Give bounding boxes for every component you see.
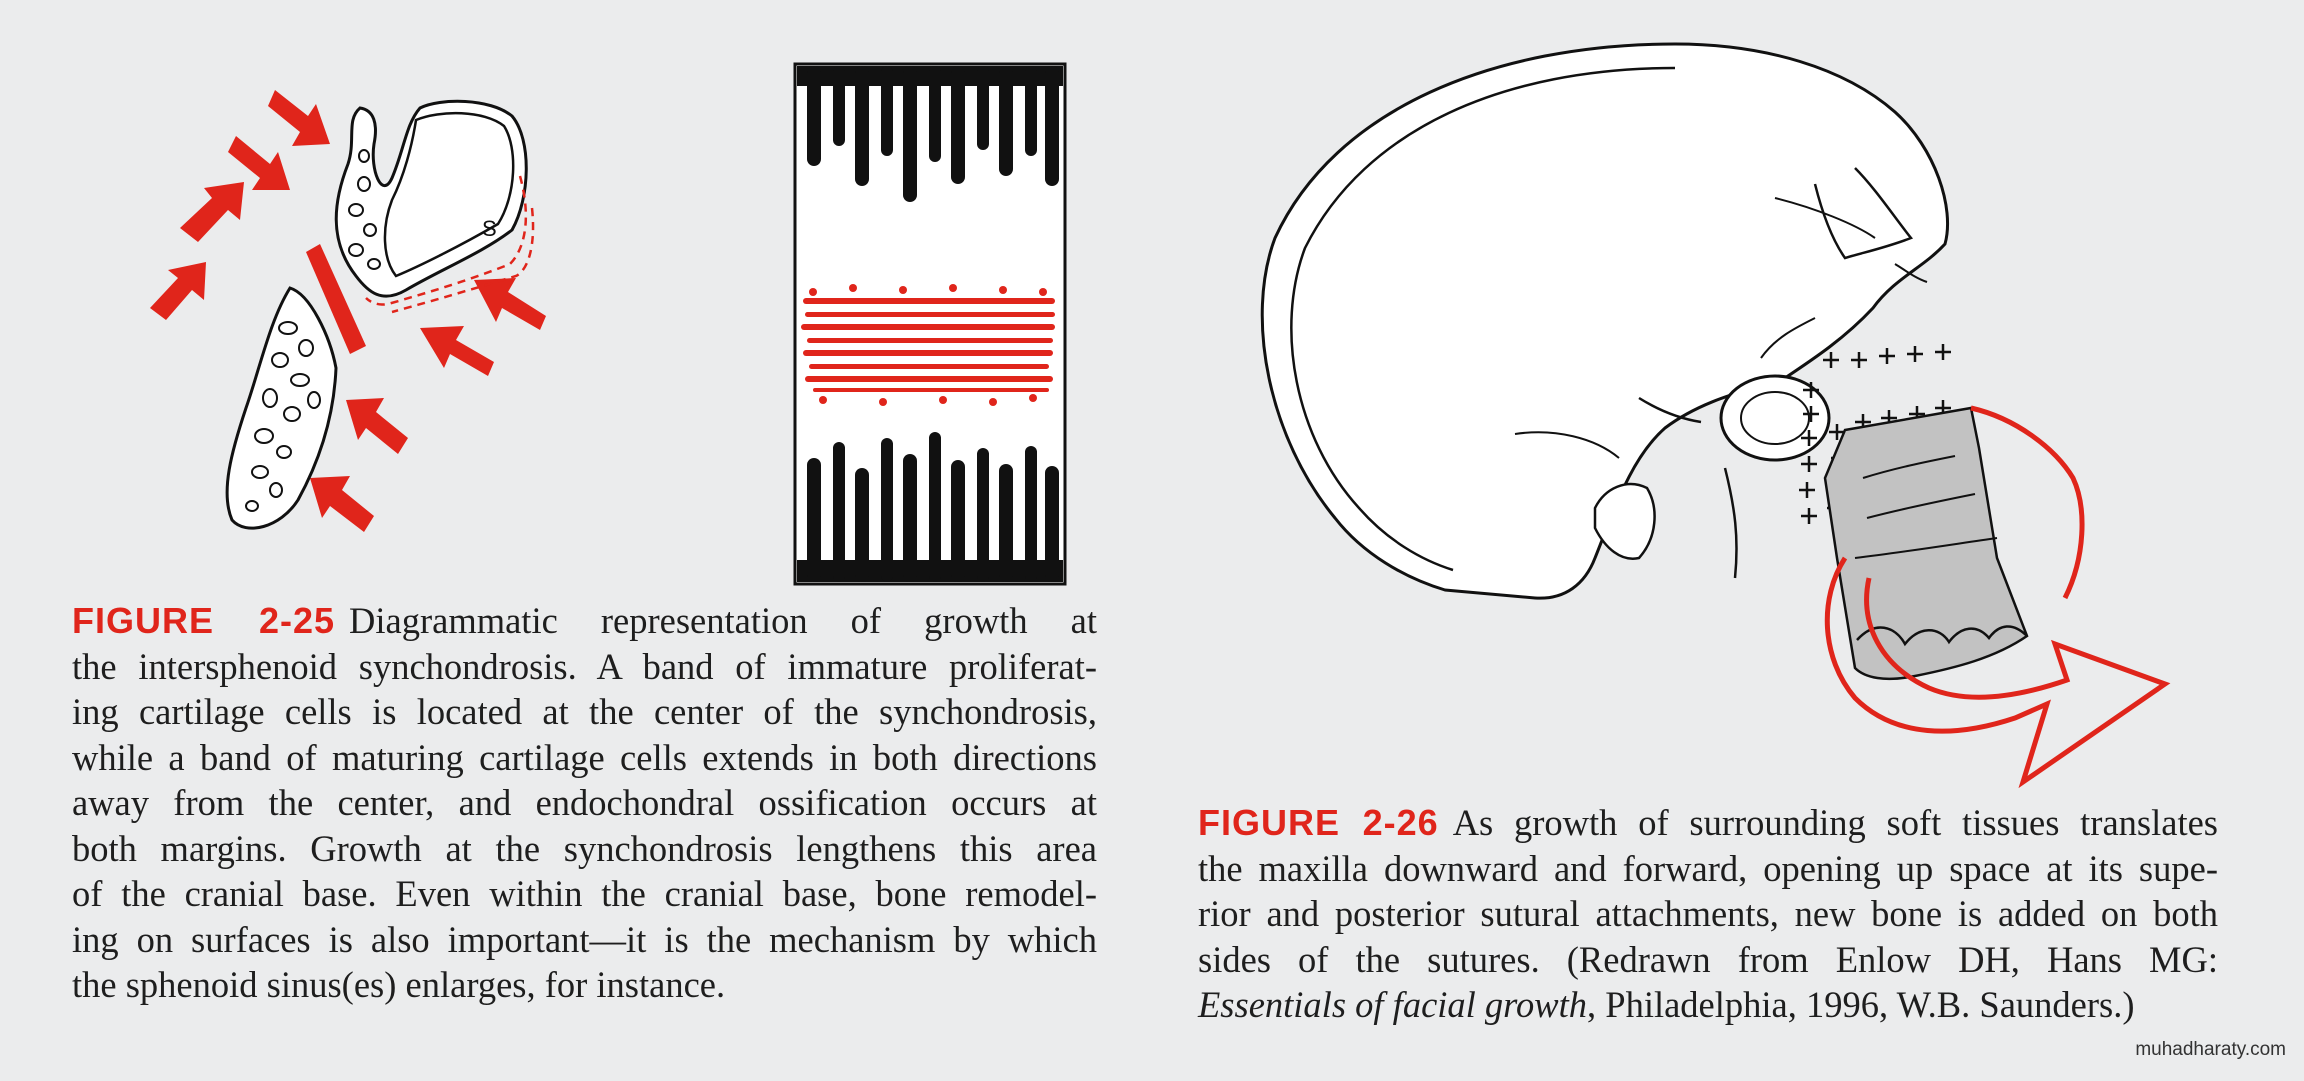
caption-line: both margins. Growth at the synchondrosis lengthens this area	[72, 827, 1097, 869]
watermark: muhadharaty.com	[2135, 1039, 2286, 1060]
caption-line: the intersphenoid synchondrosis. A band of immature proliferat-	[72, 645, 1097, 687]
sinus-label: S	[482, 216, 497, 241]
caption-line: ing cartilage cells is located at the center of the synchondrosis,	[72, 691, 1097, 732]
figure-2-26-skull-diagram	[1255, 38, 2175, 798]
caption-line: while a band of maturing cartilage cells extends in both directions	[72, 736, 1097, 778]
maxilla-shaded	[1825, 408, 2027, 679]
arrow-8	[310, 476, 374, 532]
mastoid-outline	[1595, 484, 1655, 559]
caption-line: the sphenoid sinus(es) enlarges, for instance.	[72, 964, 726, 1005]
arrow-3	[180, 182, 244, 242]
caption-line: away from the center, and endochondral ossification occurs at	[72, 782, 1097, 823]
caption-citation-line	[1198, 982, 2218, 1028]
caption-line-1: FIGURE 2-26 As growth of surrounding soft tissues translates	[1198, 802, 2218, 843]
citation-details: , Philadelphia, 1996, W.B. Saunders.)	[1587, 984, 2135, 1025]
caption-line: of the cranial base. Even within the cranial base, bone remodel-	[72, 873, 1097, 914]
citation-book-title: Essentials of facial growth	[1198, 984, 1588, 1025]
caption-line: rior and posterior sutural attachments, new bone is added on both	[1198, 893, 2218, 934]
caption-line: the maxilla downward and forward, opening up space at its supe-	[1198, 847, 2218, 889]
arrow-1	[268, 90, 330, 146]
figure-2-25-caption	[72, 598, 1097, 1008]
arrow-2	[228, 136, 290, 190]
figure-2-25-sphenoid-diagram	[120, 80, 600, 560]
figure-label: FIGURE 2-25	[72, 600, 336, 641]
caption-line: sides of the sutures. (Redrawn from Enlow DH, Hans MG:	[1198, 938, 2218, 980]
figure-2-25-cartilage-zones-panel	[793, 62, 1067, 586]
growth-arrows-upper-left	[150, 90, 330, 320]
arrow-6	[420, 326, 494, 376]
figure-label: FIGURE 2-26	[1198, 802, 1439, 843]
zygoma-outline	[1721, 376, 1829, 460]
caption-line-1: FIGURE 2-25 Diagrammatic representation of growth at	[72, 600, 1097, 641]
arrow-4	[150, 262, 206, 320]
caption-line: ing on surfaces is also important—it is the mechanism by which	[72, 918, 1097, 960]
arrow-7	[346, 398, 408, 454]
figure-2-26-caption	[1198, 800, 2218, 1028]
